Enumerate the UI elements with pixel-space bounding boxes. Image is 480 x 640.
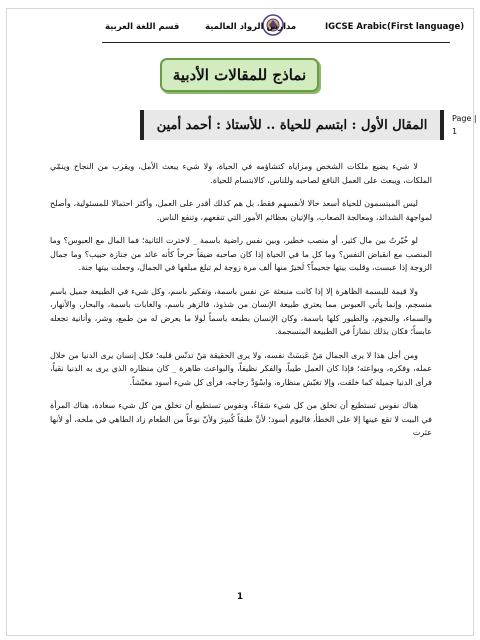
page-title: نماذج للمقالات الأدبية [172,66,307,84]
department-name: قسم اللغة العربية [105,22,180,32]
paragraph: لا شيء يضيع ملكات الشخص ومزاياه كتشاؤمه في الحياة، ولا شيء يبعث الأمل، ويقرب من النجاح وينمّي الملكات، ويبعث على العمل النافع لصاحبه وللناس، كالابتسام للحياة. [50,162,432,185]
header-rule [102,42,450,43]
article-body [50,160,432,450]
subtitle-box [140,110,444,140]
page-header [0,22,480,40]
page-label: Page | 1 [452,114,477,136]
paragraph: ومن أجل هذا لا يرى الجمال مَنْ عَبسَتْ نفسه، ولا يرى الحقيقة مَنْ تدنّس قلبه؛ فكل إنسان يرى الدنيا من خلال عمله، وفكره، وبواعثه؛ فإذا كان العمل طيباً، والفكر نظيفاً، والبواعث طاهرة _ كان منظاره الذي يرى به الدنيا نقياً، فرأى الدنيا جميلة كما خلقت، وإلا تغبّش منظاره، واسْوَدَّ زجاجه، فرأى كل شيء أسود مغبّشاً. [50,350,432,387]
paragraph: لو خُيّرتُ بين مال كثير، أو منصب خطير، وبين نفس راضية باسمة _ لاخترت الثانية؛ فما المال مع العبوس؟ وما المنصب مع انقباض النفس؟ وما كل ما في الحياة إذا كان صاحبه ضيقاً حرجاً كأنه عائد من جنازة حبيب؟ وما جمال الزوجة إذا عبست، وقلبت بيتها جحيماً؟ لَخيرٌ منها ألف مرة زوجة لم تبلغ مبلغها في الجمال، وجعلت بيتها جنة. [50,236,432,272]
school-name: مدارس الرواد العالمية [205,22,297,32]
course-label: IGCSE Arabic(First language) [325,22,465,32]
paragraph: ليس المبتسمون للحياة أسعد حالا لأنفسهم فقط، بل هم كذلك أقدر على العمل، وأكثر احتمالا للمسئولية، وأصلح لمواجهة الشدائد، ومعالجة الصعاب، والإتيان بعظائم الأمور التي تنفعهم، وتنفع الناس. [50,199,432,222]
article-heading: المقال الأول : ابتسم للحياة .. للأستاذ : أحمد أمين [156,117,428,133]
title-box [160,58,319,92]
paragraph: ولا قيمة للبسمة الظاهرة إلا إذا كانت منبعثة عن نفس باسمة، وتفكير باسم، وكل شيء في الطبيعة جميل باسم منسجم، وإنما يأتي العبوس مما يعتري طبيعة الإنسان من شذوذ، فالزهر باسم، والغابات باسمة، والبحار، والأنهار، والسماء، والنجوم، والطيور كلها باسمة، وكان الإنسان بطبعه باسماً لولا ما يعرض له من طمع، وشر، وأنانية تجعله عابساً؛ فكان بذلك نشازاً في الطبيعة المنسجمة. [50,286,432,336]
page-number: 1 [236,592,244,602]
paragraph: هناك نفوس تستطيع أن تخلق من كل شيء شقاءً، ونفوس تستطيع أن تخلق من كل شيء سعادة، هناك المرأة في البيت لا تقع عينها إلا على الخطأ، فاليوم أسود؛ لأنَّ طبقاً كُسِرَ ولأنّ نوعاً من الطعام زاد الطاهي في ملحه، أو لأنها عثرت [50,401,432,437]
